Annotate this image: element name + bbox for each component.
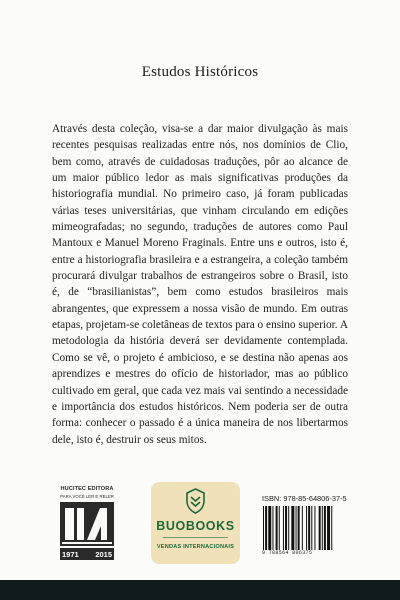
hucitec-years — [60, 548, 114, 560]
collection-title: Estudos Históricos — [141, 64, 259, 80]
barcode-icon — [262, 506, 346, 550]
hucitec-year-end: 2015 — [95, 549, 112, 559]
hucitec-logo — [56, 486, 118, 562]
buobooks-crest-icon — [185, 488, 206, 514]
collection-description: Através desta coleção, visa-se a dar maior divulgação às mais recentes pesquisas realizadas entre nós, nos domínios de Clio, bem como, através de cuidadosas traduções, pôr ao alcance de um maior público ledor as mais significativas produções da historiografia mundial. No primeiro caso, já foram publicadas várias teses universitárias, que vinham circulando em edições mimeografadas; no segundo, traduções de autores como Paul Mantoux e Manuel Moreno Fraginals. Entre uns e outros, isto é, entre a historiografia brasileira e a estrangeira, a coleção também procurará divulgar trabalhos de estrangeiros sobre o Brasil, isto é, de “brasilianistas”, bem como estudos brasileiros mais abrangentes, que expressem a nossa visão de mundo. Em outras etapas, projetam-se coletâneas de textos para o ensino superior. A metodologia da história deverá ser devidamente contemplada. Como se vê, o projeto é ambicioso, e se destina não apenas aos aprendizes e mestres do ofício de historiador, mas ao público cultivado em geral, que cada vez mais vai sentindo a necessidade e importância dos estudos históricos. Nem poderia ser de outra forma: conhecer o passado é a única maneira de nos libertarmos dele, isto é, destruir os seus mitos. — [52, 123, 348, 446]
buobooks-logo — [151, 482, 240, 564]
buobooks-name: BUOBOOKS — [156, 519, 235, 533]
barcode-digits: 9 788564 806375 — [262, 550, 313, 556]
hucitec-tagline: PARA VOCÊ LER E RELER — [60, 494, 114, 499]
hucitec-name: HUCITEC EDITORA — [60, 486, 114, 492]
hucitec-mark-icon — [60, 502, 114, 546]
bottom-band — [0, 580, 400, 600]
hucitec-year-start: 1971 — [62, 549, 79, 559]
buobooks-divider — [163, 537, 228, 538]
isbn-label: ISBN: 978-85-64806-37-5 — [262, 494, 347, 503]
buobooks-subtitle: VENDAS INTERNACIONAIS — [156, 544, 235, 550]
publisher-logos — [0, 482, 400, 566]
